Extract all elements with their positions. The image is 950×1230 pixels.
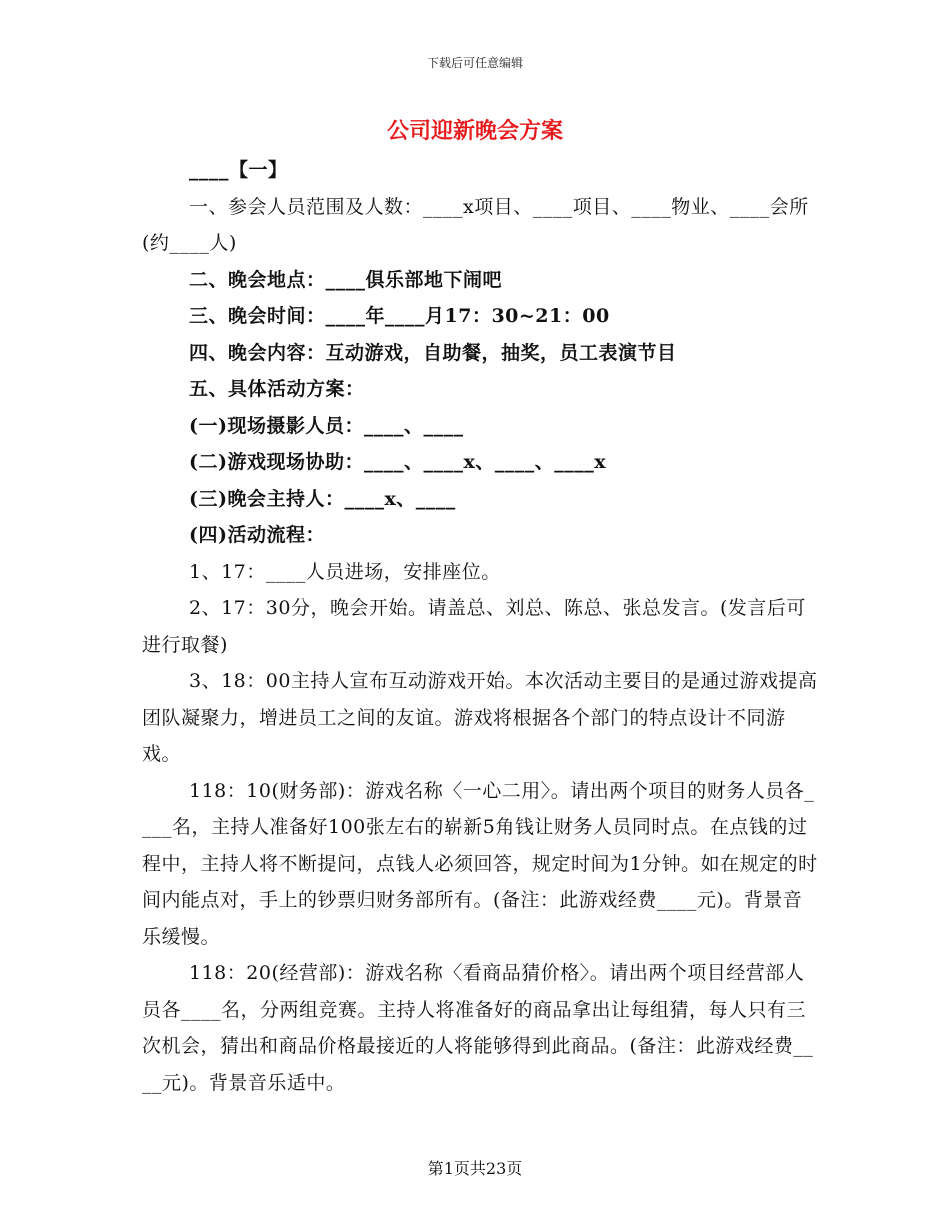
paragraph-photographers: (一)现场摄影人员：____、____ [189,414,464,437]
paragraph-time: 三、晚会时间：____年____月17：30~21：00 [189,305,610,327]
paragraph-participants: 一、参会人员范围及人数：____x项目、____项目、____物业、____会所(约____人) [142,195,809,254]
paragraph-game-operations: 118：20(经营部)：游戏名称〈看商品猜价格〉。请出两个项目经营部人员各____名，分两组竞赛。主持人将准备好的商品拿出让每组猜，每人只有三次机会，猜出和商品价格最接近的人将能够得到此商品。(备注：此游戏经费____元)。背景音乐适中。 [142,962,814,1094]
section-marker: ____【一】 [189,159,288,181]
paragraph-hosts: (三)晚会主持人：____x、____ [189,487,456,510]
paragraph-process-heading: (四)活动流程： [189,524,325,546]
paragraph-step-3: 3、18：00主持人宣布互动游戏开始。本次活动主要目的是通过游戏提高团队凝聚力，增进员工之间的友谊。游戏将根据各个部门的特点设计不同游戏。 [142,670,818,765]
document-title: 公司迎新晚会方案 [386,118,563,144]
page-footer: 第1页共23页 [427,1159,523,1178]
document-body [142,152,818,1101]
paragraph-venue: 二、晚会地点：____俱乐部地下闹吧 [189,268,503,291]
paragraph-game-assistants: (二)游戏现场协助：____、____x、____、____x [189,451,607,473]
paragraph-step-1: 1、17：____人员进场，安排座位。 [189,560,501,583]
paragraph-game-finance: 118：10(财务部)：游戏名称〈一心二用〉。请出两个项目的财务人员各____名，主持人准备好100张左右的崭新5角钱让财务人员同时点。在点钱的过程中，主持人将不断提问，点钱人必须回答，规定时间为1分钟。如在规定的时间内能点对，手上的钞票归财务部所有。(备注：此游戏经费____元)。背景音乐缓慢。 [142,779,818,948]
page-header: 下载后可任意编辑 [426,56,523,70]
paragraph-step-2: 2、17：30分，晚会开始。请盖总、刘总、陈总、张总发言。(发言后可进行取餐) [142,597,806,656]
paragraph-content: 四、晚会内容：互动游戏，自助餐，抽奖，员工表演节目 [189,341,677,364]
paragraph-plan-heading: 五、具体活动方案： [189,378,365,400]
